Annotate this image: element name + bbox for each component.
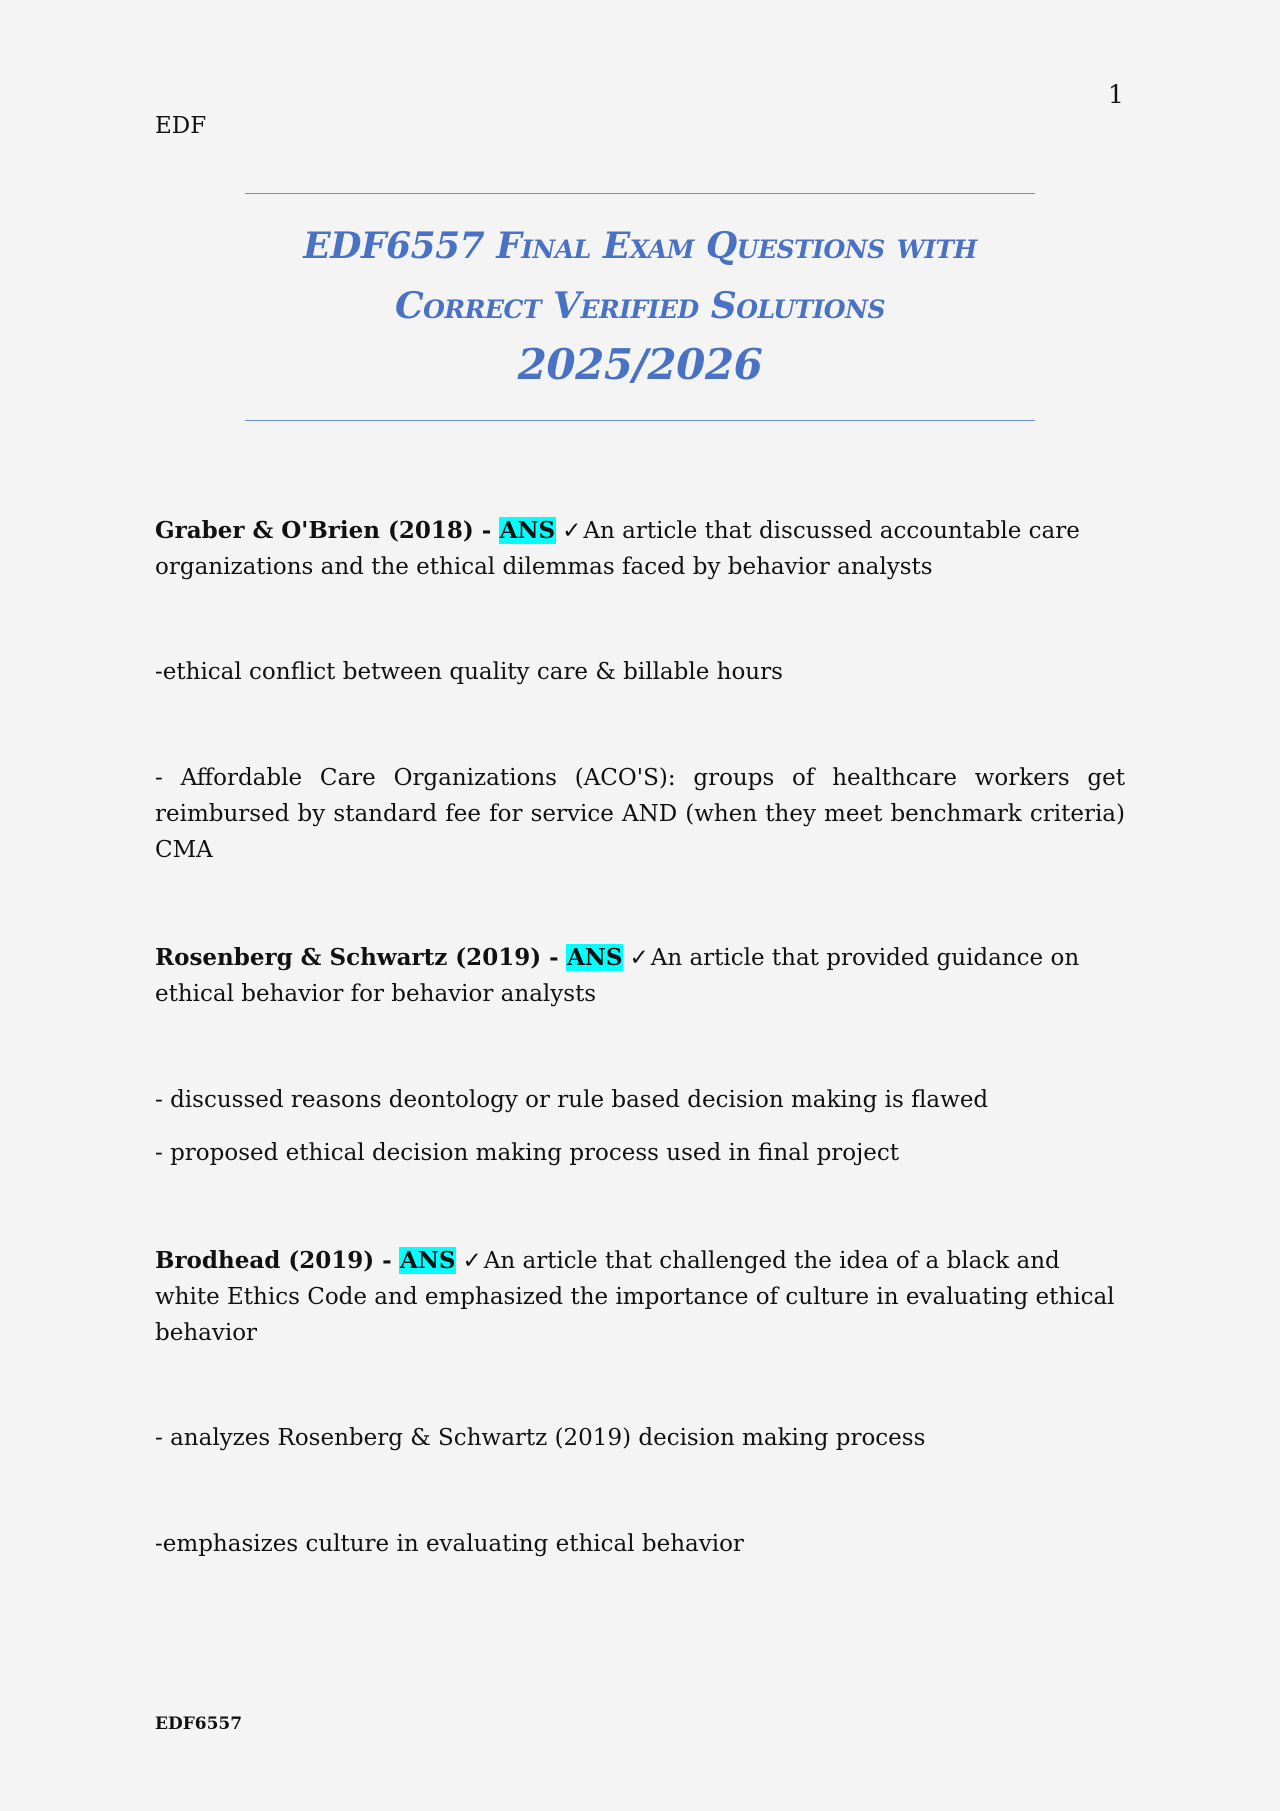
document-title [245, 193, 1035, 421]
title-line-2: Correct Verified Solutions [394, 285, 885, 327]
answer-marker: ANS [566, 944, 623, 971]
answer-marker: ANS [499, 517, 556, 544]
answer-text: An article that provided guidance on ethical behavior for behavior analysts [155, 945, 1080, 1007]
answer-text: An article that discussed accountable care organizations and the ethical dilemmas faced by behavior analysts [155, 518, 1080, 580]
check-icon: ✓ [629, 945, 649, 971]
check-icon: ✓ [562, 518, 582, 544]
note-item: - proposed ethical decision making process used in final project [155, 1140, 899, 1166]
note-item: - analyzes Rosenberg & Schwartz (2019) decision making process [155, 1425, 926, 1451]
check-icon: ✓ [462, 1248, 482, 1274]
title-line-1: EDF6557 Final Exam Questions with [303, 225, 977, 267]
note-item: -emphasizes culture in evaluating ethical behavior [155, 1531, 744, 1557]
qa-entry [155, 513, 1125, 585]
page-number: 1 [1108, 80, 1124, 109]
qa-entry [155, 940, 1125, 1012]
note-item: -ethical conflict between quality care & billable hours [155, 659, 783, 685]
note-item: - discussed reasons deontology or rule based decision making is flawed [155, 1087, 989, 1113]
question-term: Graber & O'Brien (2018) - [155, 517, 492, 544]
question-term: Rosenberg & Schwartz (2019) - [155, 944, 559, 971]
qa-entry [155, 1243, 1125, 1351]
question-term: Brodhead (2019) - [155, 1247, 392, 1274]
answer-marker: ANS [399, 1247, 456, 1274]
page-header: EDF [155, 113, 207, 139]
title-year: 2025/2026 [517, 340, 763, 389]
answer-text: An article that challenged the idea of a black and white Ethics Code and emphasized the importance of culture in evaluating ethical behavior [155, 1248, 1115, 1346]
note-item: - Affordable Care Organizations (ACO'S): groups of healthcare workers get reimbursed by standard fee for service AND (when they meet benchmark criteria) CMA [155, 765, 1125, 863]
page-footer: EDF6557 [155, 1714, 243, 1734]
